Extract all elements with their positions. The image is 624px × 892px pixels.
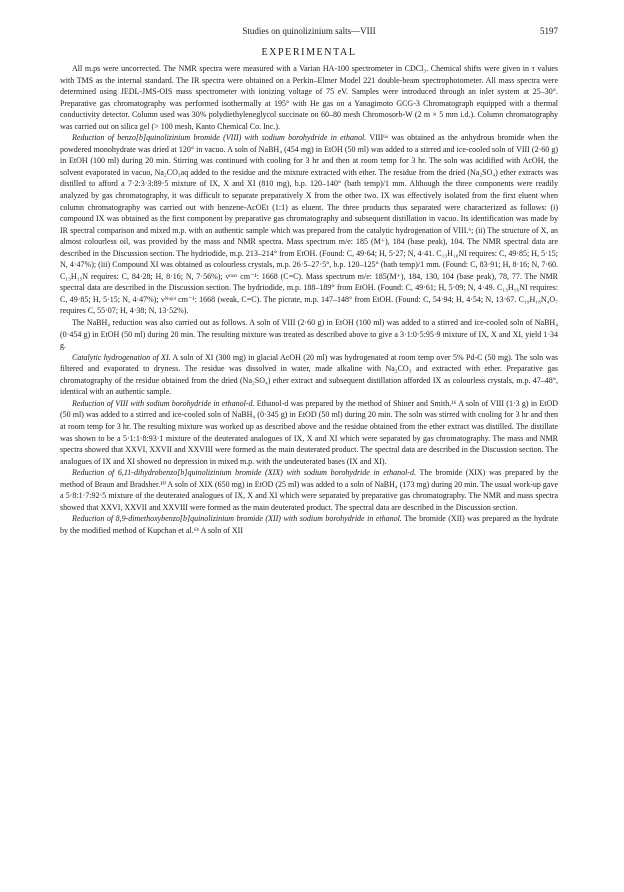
paragraph-reduction-ethanol-d <box>60 398 558 467</box>
paragraph-text: The bromide (XIX) was prepared by the method of Braun and Bradsher.¹⁰ A soln of XIX (650 mg) in EtOD (25 ml) was added to a soln of NaBH₄ (173 mg) during 20 min. The usual work-up gave a 5·8:1·7:92·5 mixture of the deuterated analogues of IX, X and XI which were separated by preparative gas chromatography. The NMR and mass spectra showed that XXVI, XXVII and XXVIII were formed as the main deuterated product. The spectral data are described in the Discussion section. <box>60 468 559 512</box>
body-text <box>60 63 558 536</box>
paragraph-reduction-xix <box>60 467 558 513</box>
page-number: 5197 <box>540 26 558 36</box>
paragraph-lead: Reduction of 8,9-dimethoxybenzo[b]quinolizinium bromide (XII) with sodium borohydride in ethanol. <box>72 514 402 524</box>
paragraph-general <box>60 63 558 132</box>
paragraph-nabh4-alternative <box>60 317 558 352</box>
paragraph-lead: Reduction of 6,11-dihydrobenzo[b]quinolizinium bromide (XIX) with sodium borohydride in ethanol-d. <box>72 468 416 478</box>
paragraph-text: The NaBH₄ reduction was also carried out as follows. A soln of VIII (2·60 g) in EtOH (100 ml) was added to a stirred and ice-cooled soln of NaBH₄ (0·454 g) in EtOH (50 ml) during 20 min. The resulting mixture was treated as described above to give a 3·1:0·5:95·9 mixture of IX, X and XI, yield 1·34 g. <box>60 318 558 351</box>
paragraph-lead: Reduction of benzo[b]quinolizinium bromide (VIII) with sodium borohydride in ethanol. <box>72 133 367 143</box>
paragraph-text: A soln of XI (300 mg) in glacial AcOH (20 ml) was hydrogenated at room temp over 5% Pd-C (50 mg). The soln was filtered and evaporated to dryness. The residue was dissolved in water, made alkaline with Na₂CO₃ and extracted with ether. Preparative gas chromatography of the residue obtained from the dried (Na₂SO₄) ether extract and subsequent distillation afforded IX as colourless crystals, m.p. 47–48°, identical with an authentic sample. <box>60 352 558 397</box>
running-title: Studies on quinolizinium salts—VIII <box>242 26 376 36</box>
paragraph-catalytic-hydrogenation <box>60 352 558 398</box>
paragraph-reduction-xii <box>60 513 558 536</box>
paragraph-text: The bromide (XII) was prepared as the hydrate by the modified method of Kupchan et al.⁶ᵇ A soln of XII <box>60 514 558 535</box>
paragraph-lead: Catalytic hydrogenation of XI. <box>72 352 171 362</box>
paragraph-text: All m.ps were uncorrected. The NMR spectra were measured with a Varian HA-100 spectrometer in CDCl₃. Chemical shifts were given in τ values with TMS as the internal standard. The IR spectra were obtained on a Perkin–Elmer Model 221 double-beam spectrophotometer. All mass spectra were determined using JEDL-JMS-OIS mass spectrometer with ionizing voltage of 75 eV. Samples were introduced through an inlet system at 25–30°. Preparative gas chromatography was performed isothermally at 195° with He gas on a Yanagimoto GCG-3 Chromatograph equipped with a thermal conductivity detector. Column used was 30% polydiethyleneglycol succinate on 60–80 mesh Chromosorb-W (2 m × 5 mm i.d.). Column chromatography was carried out on silica gel (> 100 mesh, Kanto Chemical Co. Inc.). <box>60 64 558 131</box>
section-heading: EXPERIMENTAL <box>261 47 357 58</box>
paragraph-lead: Reduction of VIII with sodium borohydride in ethanol-d. <box>72 398 255 408</box>
running-header <box>60 26 558 40</box>
paragraph-reduction-viii <box>60 132 558 317</box>
paragraph-text: Ethanol-d was prepared by the method of Shiner and Smith.¹⁶ A soln of VIII (1·3 g) in EtOD (50 ml) was added to a stirred and ice-cooled soln of NaBH₄ (0·345 g) in EtOD (50 ml) during 20 min. The soln was stirred with cooling for 3 hr and then at room temp for 3 hr. The resulting mixture was worked up as described above and the residue obtained from the ether extract was distilled. The distillate was shown to be a 5·1:1·8:93·1 mixture of the deuterated analogues of IX, X and XI which were separated by gas chromatography. The mass and NMR spectra showed that XXVI, XXVII and XXVIII were formed as the main deuterated product. The spectral data are described in the Discussion section. The analogues of IX and XI showed no depression in mixed m.p. with the undeuterated bases (IX and XI). <box>60 398 558 466</box>
paragraph-text: VIII⁶ᵃ was obtained as the anhydrous bromide when the powdered monohydrate was dried at 120° in vacuo. A soln of NaBH₄ (454 mg) in EtOH (50 ml) was added to a stirred and ice-cooled soln of VIII (2·60 g) in EtOH (100 ml) during 20 min. Stirring was continued with cooling for 3 hr and then at room temp for 3 hr. The soln was acidified with AcOH, the solvent evaporated in vacuo, Na₂CO₃aq added to the residue and the mixture extracted with ether. The residue from the dried (Na₂SO₄) ether extracts was distilled to afford a 7·2:3·3:89·5 mixture of IX, X and XI (810 mg), b.p. 120–140° (bath temp)/1 mm. Although the three components were readily analyzed by gas chromatography, it was difficult to separate preparatively X from the other two. IX was effectively isolated from the first eluent when column chromatography was carried out with benzene-AcOEt (1:1) as eluent. The three products thus separated were characterized as follows: (i) compound IX was obtained as the first component by preparative gas chromatography and subsequent distillation in vacuo. Its identification was made by IR spectral comparison and mixed m.p. with an authentic sample which was prepared from the catalytic hydrogenation of VIII.⁶; (ii) The structure of X, an almost colourless oil, was provided by the mass and NMR spectra. Mass spectrum m/e: 185 (M⁺), 184 (base peak), 104. The NMR spectral data are described in the Discussion section. The hydriodide, m.p. 213–214° from EtOH. (Found: C, 49·64; H, 5·27; N, 4·41. C₁₃H₁₆NI requires: C, 49·85; H, 5·15; N, 4·47%); (iii) Compound XI was obtained as colourless crystals, m.p. 26·5–27·5°, b.p. 120–125° (bath temp)/1 mm. (Found: C, 83·91; H, 8·16; N, 7·60. C₁₃H₁₅N requires: C, 84·28; H, 8·16; N, 7·56%); νᵐᵃˣ cm⁻¹: 1668 (C=C). Mass spectrum m/e: 185(M⁺), 184, 130, 104 (base peak), 78, 77. The NMR spectral data are described in the Discussion section. The hydriodide, m.p. 188–189° from EtOH. (Found: C, 49·61; H, 5·09; N, 4·49. C₁₃H₁₆NI requires: C, 49·85; H, 5·15; N, 4·47%); νᴺᵘʲᵒˡ cm⁻¹: 1668 (weak, C=C). The picrate, m.p. 147–148° from EtOH. (Found: C, 54·94; H, 4·54; N, 13·67. C₁₉H₁₈N₄O₇ requires C, 55·07; H, 4·38; N, 13·52%). <box>60 133 558 316</box>
